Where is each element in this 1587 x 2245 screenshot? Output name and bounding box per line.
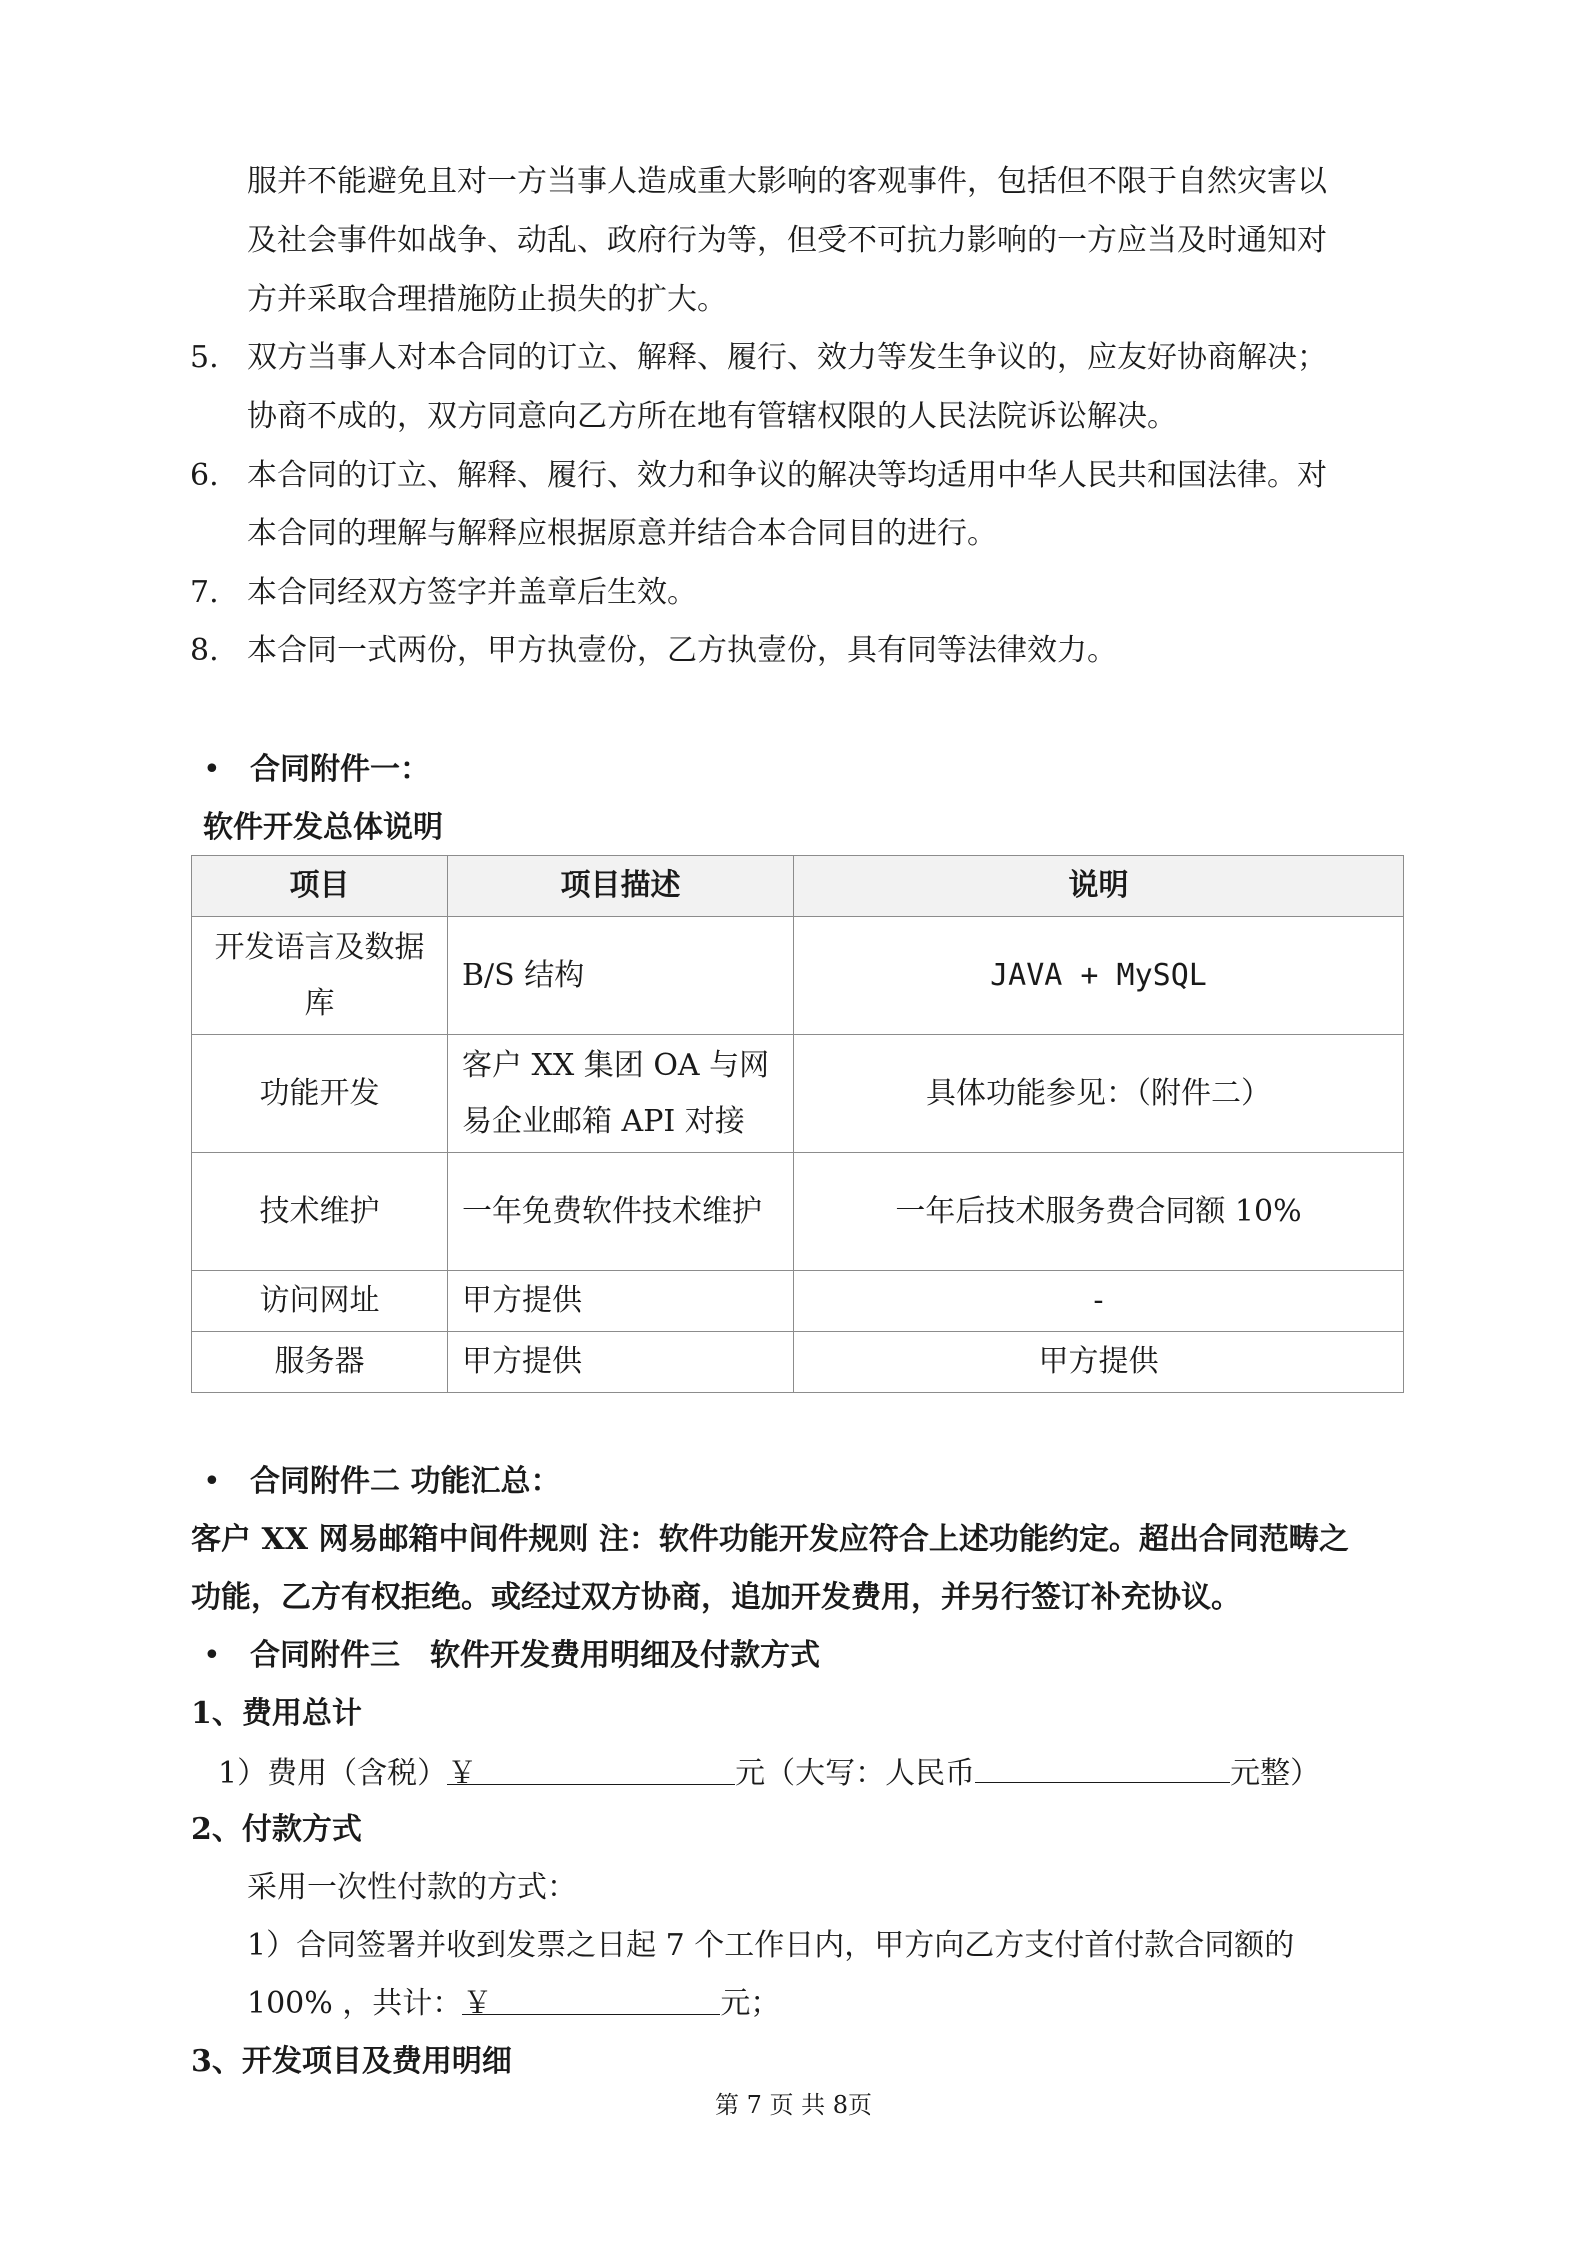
table-row <box>192 1271 1404 1332</box>
attachment-2-line-1: 客户 XX 网易邮箱中间件规则 注：软件功能开发应符合上述功能约定。超出合同范畴之 <box>191 1522 1349 1557</box>
table-cell-item: 访问网址 <box>192 1271 448 1332</box>
table-cell-desc: 甲方提供 <box>448 1271 794 1332</box>
bullet-icon: • <box>203 1638 221 1673</box>
attachment-2-heading: 合同附件二 功能汇总： <box>250 1464 561 1499</box>
table-cell-note: 甲方提供 <box>794 1332 1404 1393</box>
table-cell-note: - <box>794 1271 1404 1332</box>
clause-7-number: 7. <box>190 575 219 610</box>
currency-symbol: ￥ <box>447 1756 478 1791</box>
attachment-1-heading: 合同附件一： <box>250 752 430 787</box>
fee-uppercase-label: 元（大写：人民币 <box>735 1756 976 1791</box>
clause-8-line-1: 本合同一式两份，甲方执壹份，乙方执壹份，具有同等法律效力。 <box>247 633 1117 668</box>
bullet-icon: • <box>203 752 221 787</box>
table-cell-note: 具体功能参见：（附件二） <box>794 1035 1404 1153</box>
attachment-1-table-title: 软件开发总体说明 <box>203 810 443 845</box>
currency-symbol: ￥ <box>462 1986 493 2021</box>
clause-4-line-2: 及社会事件如战争、动乱、政府行为等，但受不可抗力影响的一方应当及时通知对 <box>247 223 1327 258</box>
table-row <box>192 1332 1404 1393</box>
table-header-cell: 项目描述 <box>448 856 794 917</box>
payment-amount-blank <box>462 1984 720 2021</box>
clause-6-line-1: 本合同的订立、解释、履行、效力和争议的解决等均适用中华人民共和国法律。对 <box>247 458 1327 493</box>
payment-method-title: 2、付款方式 <box>191 1812 362 1847</box>
cost-detail-title: 3、开发项目及费用明细 <box>191 2044 512 2079</box>
clause-5-line-2: 协商不成的，双方同意向乙方所在地有管辖权限的人民法院诉讼解决。 <box>247 399 1177 434</box>
table-header-cell: 说明 <box>794 856 1404 917</box>
attachment-2-line-2: 功能，乙方有权拒绝。或经过双方协商，追加开发费用，并另行签订补充协议。 <box>191 1580 1241 1615</box>
clause-7-line-1: 本合同经双方签字并盖章后生效。 <box>247 575 697 610</box>
table-cell-item: 服务器 <box>192 1332 448 1393</box>
table-cell-desc: 甲方提供 <box>448 1332 794 1393</box>
payment-suffix: 元； <box>720 1986 781 2021</box>
table-header-row <box>192 856 1404 917</box>
fee-label: 1）费用（含税） <box>218 1756 448 1791</box>
clause-4-line-3: 方并采取合理措施防止损失的扩大。 <box>247 282 727 317</box>
table-cell-note: 一年后技术服务费合同额 10% <box>794 1153 1404 1271</box>
payment-total-label: 100% ，共计： <box>247 1986 463 2021</box>
table-row <box>192 1035 1404 1153</box>
table-cell-item: 技术维护 <box>192 1153 448 1271</box>
payment-line-1: 1）合同签署并收到发票之日起 7 个工作日内，甲方向乙方支付首付款合同额的 <box>247 1928 1295 1963</box>
attachment-3-heading: 合同附件三 软件开发费用明细及付款方式 <box>250 1638 820 1673</box>
payment-method-intro: 采用一次性付款的方式： <box>247 1870 577 1905</box>
table-cell-note: JAVA + MySQL <box>794 917 1404 1035</box>
fee-suffix: 元整） <box>1230 1756 1321 1791</box>
table-cell-item: 开发语言及数据库 <box>192 917 448 1035</box>
table-row <box>192 917 1404 1035</box>
clause-6-number: 6. <box>190 458 219 493</box>
spec-table <box>191 855 1404 1393</box>
table-cell-desc: 一年免费软件技术维护 <box>448 1153 794 1271</box>
page-footer: 第 7 页 共 8页 <box>714 2091 873 2119</box>
table-cell-desc: B/S 结构 <box>448 917 794 1035</box>
table-cell-item: 功能开发 <box>192 1035 448 1153</box>
fee-uppercase-blank <box>975 1752 1230 1783</box>
table-cell-desc: 客户 XX 集团 OA 与网易企业邮箱 API 对接 <box>448 1035 794 1153</box>
clause-4-line-1: 服并不能避免且对一方当事人造成重大影响的客观事件，包括但不限于自然灾害以 <box>247 164 1327 199</box>
table-row <box>192 1153 1404 1271</box>
fee-amount-blank <box>447 1754 735 1791</box>
table-header-cell: 项目 <box>192 856 448 917</box>
bullet-icon: • <box>203 1464 221 1499</box>
clause-5-line-1: 双方当事人对本合同的订立、解释、履行、效力等发生争议的，应友好协商解决； <box>247 340 1327 375</box>
fee-total-title: 1、费用总计 <box>191 1696 362 1731</box>
clause-6-line-2: 本合同的理解与解释应根据原意并结合本合同目的进行。 <box>247 516 997 551</box>
clause-8-number: 8. <box>190 633 219 668</box>
payment-line-2 <box>247 1984 780 2024</box>
clause-5-number: 5. <box>190 340 219 375</box>
fee-total-line <box>218 1752 1320 1794</box>
